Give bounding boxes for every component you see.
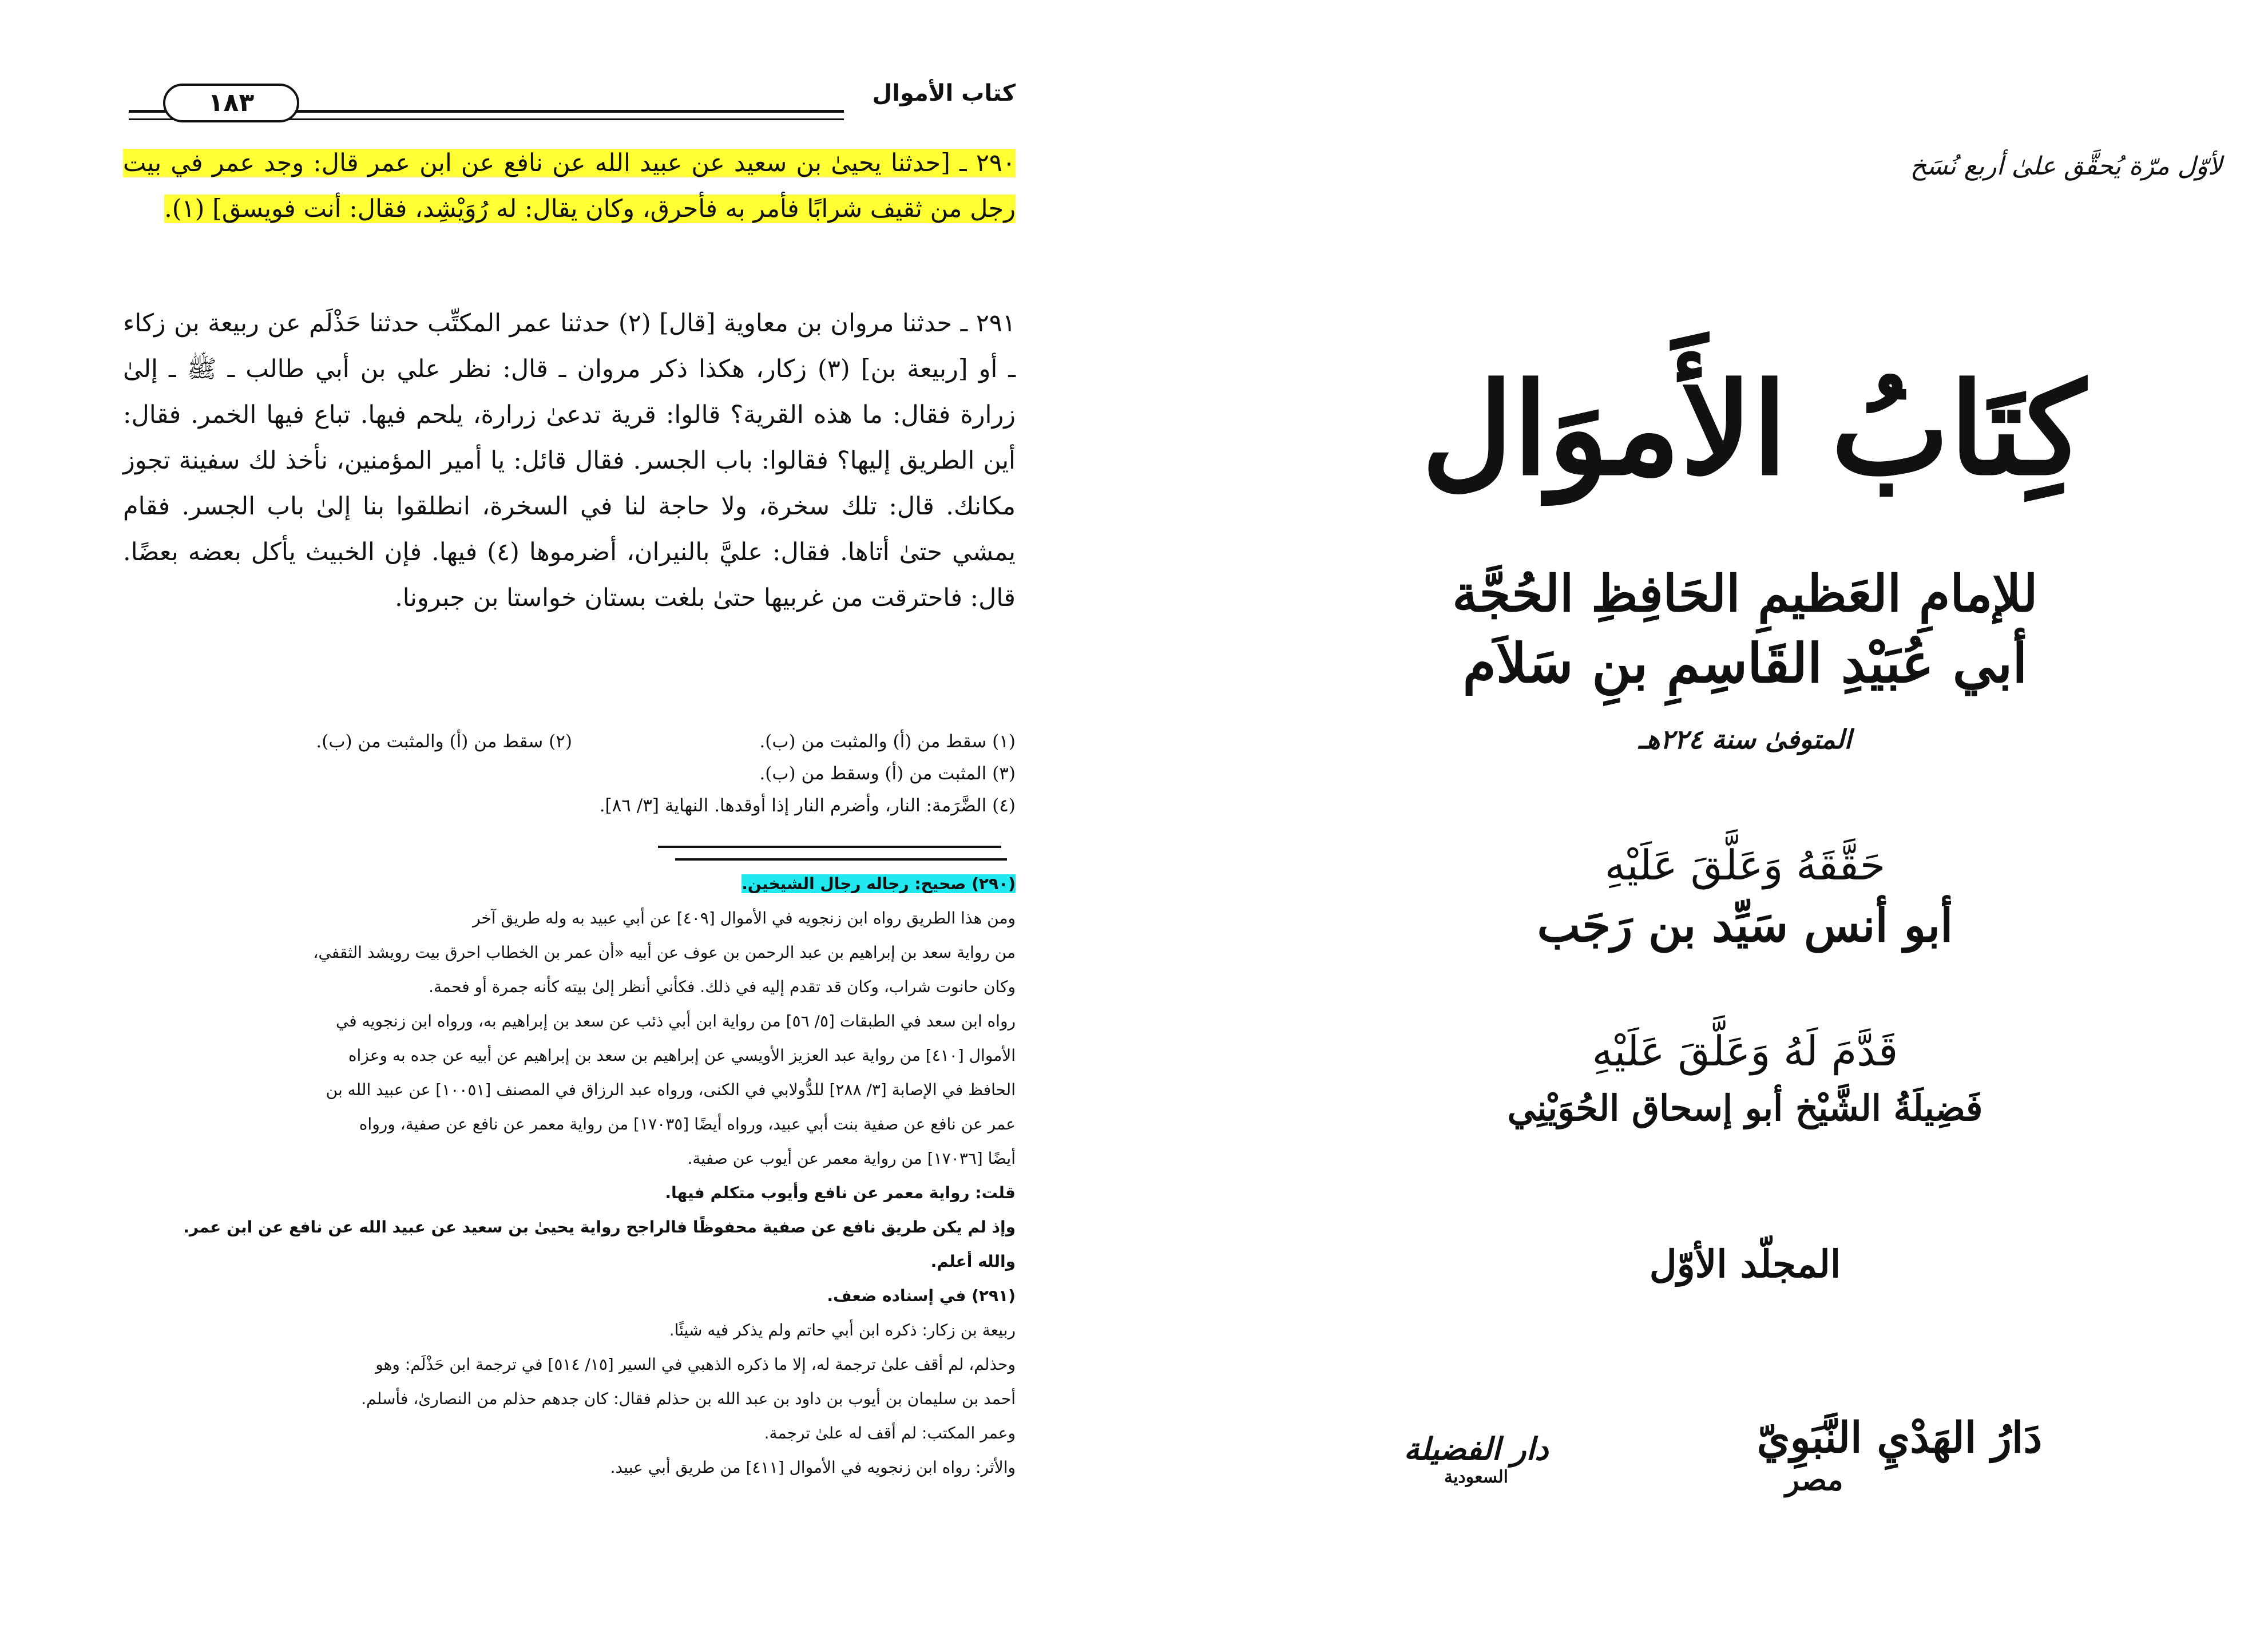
author-line-1: للإمامِ العَظيمِ الحَافِظِ الحُجَّة [1452, 564, 2038, 623]
takhrij-line: والله أعلم. [930, 1252, 1016, 1271]
footnote-1: (١) سقط من (أ) والمثبت من (ب). [759, 731, 1016, 752]
takhrij-line: وعمر المكتب: لم أقف له علىٰ ترجمة. [764, 1424, 1016, 1442]
edited-by-label: حَقَّقَهُ وَعَلَّقَ عَلَيْهِ [1604, 841, 1886, 889]
page-number: ١٨٣ [163, 84, 299, 122]
page-header [129, 80, 1016, 126]
volume-label: المجلّد الأوّل [1649, 1242, 1841, 1286]
footnote-3: (٣) المثبت من (أ) وسقط من (ب). [759, 763, 1016, 784]
takhrij-line: ربيعة بن زكار: ذكره ابن أبي حاتم ولم يذكر فيه شيئًا. [669, 1321, 1016, 1339]
takhrij-line: أيضًا [١٧٠٣٦] من رواية معمر عن أيوب عن صفية. [687, 1149, 1016, 1168]
publisher-country: السعودية [1444, 1467, 1508, 1487]
introduction-label: قَدَّمَ لَهُ وَعَلَّقَ عَلَيْهِ [1592, 1027, 1898, 1075]
takhrij-line: الأموال [٤١٠] من رواية عبد العزيز الأويسي عن إبراهيم بن سعد بن إبراهيم عن أبيه عن جده به وعزاه [348, 1046, 1016, 1065]
publisher-country: مصر [1785, 1462, 1843, 1497]
paragraph-291: ٢٩١ ـ حدثنا مروان بن معاوية [قال] (٢) حدثنا عمر المكتِّب حدثنا حَذْلَم عن ربيعة بن زكاء ـ أو [ربيعة بن] (٣) زكار، هكذا ذكر مروان ـ قال: نظر علي بن أبي طالب ـ ﷺ ـ إلىٰ زرارة فقال: ما هذه القرية؟ قالوا: قرية تدعىٰ زرارة، يلحم فيها. تباع فيها الخمر. فقال: أين الطريق إليها؟ فقالوا: باب الجسر. فقال قائل: يا أمير المؤمنين، نأخذ لك سفينة تجوز مكانك. قال: تلك سخرة، ولا حاجة لنا في السخرة، انطلقوا بنا إلىٰ باب الجسر. فقام يمشي حتىٰ أتاها. فقال: عليَّ بالنيران، أضرموها (٤) فيها. فإن الخبيث يأكل بعضه بعضًا. قال: فاحترقت من غربيها حتىٰ بلغت بستان خواستا بن جبرونا. [123, 309, 1016, 612]
takhrij-line: قلت: رواية معمر عن نافع وأيوب متكلم فيها. [665, 1183, 1016, 1202]
introducer-name: فَضِيلَةُ الشَّيْخ أبو إسحاق الحُوَيْنِي [1507, 1087, 1983, 1129]
highlighted-grade: (٢٩٠) صحيح: رجاله رجال الشيخين. [742, 874, 1016, 893]
author-line-2: أبي عُبَيْدِ القَاسِمِ بنِ سَلاَم [1462, 632, 2028, 695]
takhrij-heading-291: (٢٩١) في إسناده ضعف. [827, 1286, 1016, 1305]
tagline: لأوّل مرّة يُحقَّق علىٰ أربع نُسَخ [1910, 152, 2222, 181]
takhrij-line: وكان حانوت شراب، وكان قد تقدم إليه في ذلك. فكأني أنظر إلىٰ بيته كأنه جمرة أو فحمة. [429, 977, 1016, 996]
footnote-4: (٤) الضَّرَمة: النار، وأضرم النار إذا أوقدها. النهاية [٣/ ٨٦]. [599, 795, 1016, 816]
footnote-separator [658, 846, 1001, 848]
publisher-name: دار الفضيلة [1403, 1430, 1549, 1467]
publisher-name: دَارُ الهَدْيِ النَّبَوِيّ [1756, 1413, 2043, 1462]
highlighted-text: ٢٩٠ ـ [حدثنا يحيىٰ بن سعيد عن عبيد الله عن نافع عن ابن عمر قال: وجد عمر في بيت رجل من ثقيف شرابًا فأمر به فأحرق، وكان يقال: له رُوَيْشِد، فقال: أنت فويسق] (١). [123, 149, 1016, 223]
takhrij-line: عمر عن نافع عن صفية بنت أبي عبيد، ورواه أيضًا [١٧٠٣٥] من رواية معمر عن نافع عن صفية، ورواه [359, 1115, 1016, 1133]
takhrij-line: الحافظ في الإصابة [٣/ ٢٨٨] للدُّولابي في الكنى، ورواه عبد الرزاق في المصنف [١٠٠٥١] عن عبيد الله بن [326, 1080, 1016, 1099]
takhrij-line: ومن هذا الطريق رواه ابن زنجويه في الأموال [٤٠٩] عن أبي عبيد به وله طريق آخر [472, 909, 1016, 928]
running-title: كتاب الأموال [872, 80, 1016, 106]
publisher-logo-right [1739, 1413, 2060, 1497]
death-year: المتوفىٰ سنة ٢٢٤هـ [1638, 724, 1852, 755]
takhrij-line: رواه ابن سعد في الطبقات [٥/ ٥٦] من رواية ابن أبي ذئب عن سعد بن إبراهيم به، ورواه ابن زنجويه في [335, 1012, 1016, 1031]
publisher-logo-left [1373, 1430, 1579, 1487]
takhrij-heading-290 [123, 867, 1016, 901]
takhrij-line: والأثر: رواه ابن زنجويه في الأموال [٤١١] من طريق أبي عبيد. [610, 1458, 1016, 1477]
editor-name: أبو أنس سَيِّد بن رَجَب [1537, 898, 1953, 952]
takhrij-line: وحذلم، لم أقف علىٰ ترجمة له، إلا ما ذكره الذهبي في السير [١٥/ ٥١٤] في ترجمة ابن حَذْلَم: وهو [375, 1355, 1016, 1374]
paragraph-290 [123, 140, 1016, 232]
takhrij-line: أحمد بن سليمان بن أيوب بن داود بن عبد الله بن حذلم فقال: كان جدهم حذلم من النصارىٰ، فأسلم. [361, 1389, 1016, 1408]
right-page [1121, 0, 2268, 1625]
left-page [0, 0, 1121, 1625]
book-title: كِتَابُ الأَموَال [1421, 355, 2086, 503]
takhrij-notes [123, 901, 1016, 1485]
takhrij-separator [675, 858, 1007, 861]
footnote-2: (٢) سقط من (أ) والمثبت من (ب). [316, 731, 572, 752]
takhrij-line: وإذ لم يكن طريق نافع عن صفية محفوظًا فالراجح رواية يحيىٰ بن سعيد عن عبيد الله عن نافع عن ابن عمر. [183, 1218, 1016, 1236]
takhrij-line: من رواية سعد بن إبراهيم بن عبد الرحمن بن عوف عن أبيه «أن عمر بن الخطاب احرق بيت رويشد الثقفي، [313, 943, 1016, 962]
